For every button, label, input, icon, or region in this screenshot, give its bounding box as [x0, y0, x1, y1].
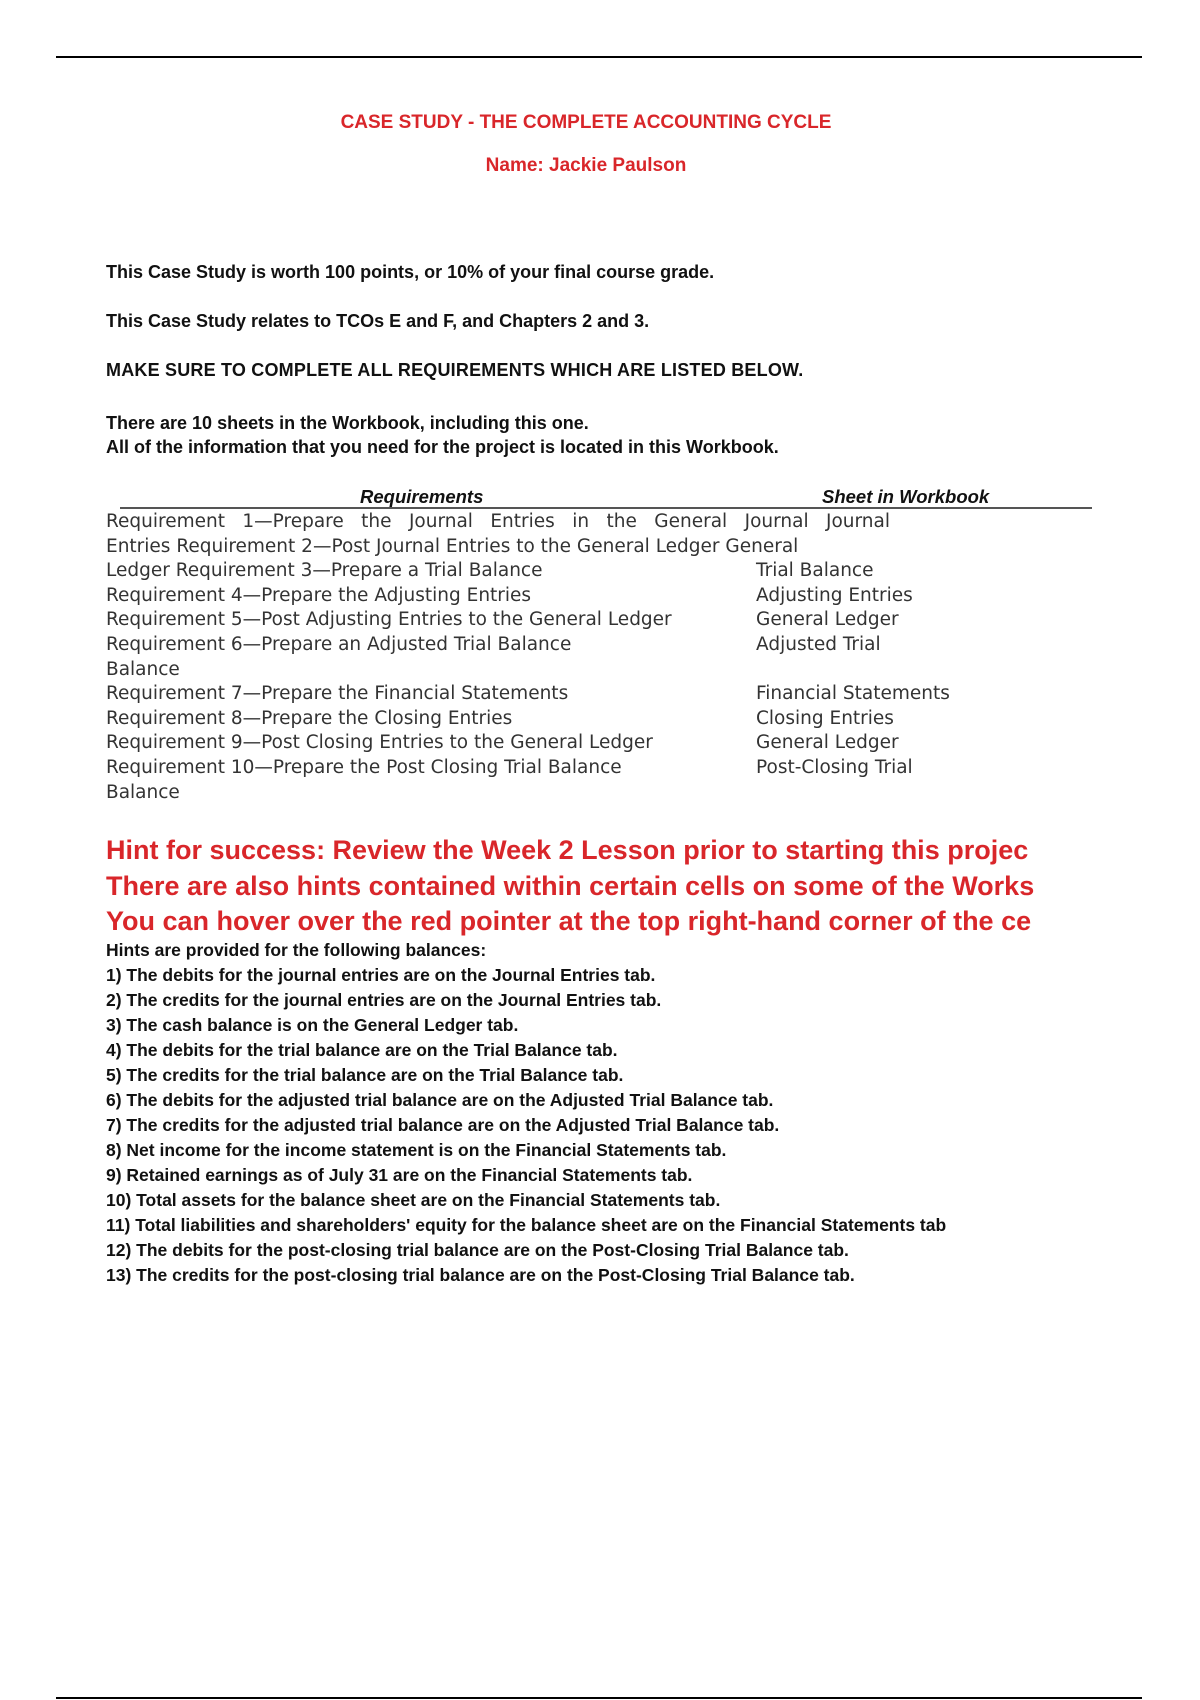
- requirement-text: Requirement 7—Prepare the Financial Statements: [106, 683, 569, 705]
- requirement-sheet: Adjusting Entries: [756, 584, 913, 606]
- list-item: [106, 756, 1106, 781]
- list-item: [106, 510, 1106, 535]
- intro-make-sure: MAKE SURE TO COMPLETE ALL REQUIREMENTS WHICH ARE LISTED BELOW.: [106, 360, 804, 380]
- list-item: [106, 584, 1106, 609]
- intro-worth: This Case Study is worth 100 points, or 10% of your final course grade.: [106, 262, 715, 282]
- requirement-text: Entries Requirement 2—Post Journal Entries to the General Ledger General: [106, 535, 799, 557]
- list-item: [106, 658, 1106, 683]
- requirement-sheet: Financial Statements: [756, 683, 950, 705]
- requirement-text: Requirement 6—Prepare an Adjusted Trial Balance: [106, 633, 572, 655]
- hint-item: 10) Total assets for the balance sheet are on the Financial Statements tab.: [106, 1190, 721, 1210]
- hint-item: 9) Retained earnings as of July 31 are on the Financial Statements tab.: [106, 1165, 693, 1185]
- requirement-sheet: General Ledger: [756, 732, 899, 754]
- list-item: [106, 535, 1106, 560]
- list-item: [106, 707, 1106, 732]
- list-item: [106, 682, 1106, 707]
- list-item: [106, 781, 1106, 806]
- hint-item: 8) Net income for the income statement is on the Financial Statements tab.: [106, 1140, 727, 1160]
- requirement-text: Requirement 1—Prepare the Journal Entries in the General Journal Journal: [106, 511, 890, 532]
- requirement-text: Balance: [106, 658, 180, 680]
- requirement-text: Requirement 4—Prepare the Adjusting Entries: [106, 584, 532, 606]
- hints-heading: Hints are provided for the following balances:: [106, 940, 487, 960]
- hint-item: 7) The credits for the adjusted trial balance are on the Adjusted Trial Balance tab.: [106, 1115, 780, 1135]
- hint-item: 6) The debits for the adjusted trial balance are on the Adjusted Trial Balance tab.: [106, 1090, 774, 1110]
- hints-list: [106, 938, 946, 1288]
- requirement-sheet: Closing Entries: [756, 707, 894, 729]
- requirement-text: Ledger Requirement 3—Prepare a Trial Balance: [106, 560, 543, 582]
- requirement-sheet: General Ledger: [756, 609, 899, 631]
- hint-banner: [106, 833, 1086, 940]
- requirements-list: [106, 510, 1106, 805]
- sheet-column-header: Sheet in Workbook: [822, 486, 990, 507]
- list-item: [106, 633, 1106, 658]
- intro-sheets: There are 10 sheets in the Workbook, including this one.: [106, 413, 589, 433]
- requirements-header-rule: [120, 507, 1092, 509]
- hint-item: 3) The cash balance is on the General Ledger tab.: [106, 1015, 519, 1035]
- top-rule: [56, 56, 1142, 58]
- requirement-text: Requirement 10—Prepare the Post Closing Trial Balance: [106, 756, 622, 778]
- page-title: CASE STUDY - THE COMPLETE ACCOUNTING CYCLE: [340, 112, 832, 133]
- requirement-text: Requirement 9—Post Closing Entries to the General Ledger: [106, 732, 653, 754]
- list-item: [106, 559, 1106, 584]
- hint-item: 13) The credits for the post-closing trial balance are on the Post-Closing Trial Balance tab.: [106, 1265, 855, 1285]
- hint-item: 5) The credits for the trial balance are on the Trial Balance tab.: [106, 1065, 624, 1085]
- requirement-text: Requirement 8—Prepare the Closing Entries: [106, 707, 513, 729]
- requirement-sheet: Trial Balance: [756, 560, 874, 582]
- hint-item: 4) The debits for the trial balance are on the Trial Balance tab.: [106, 1040, 618, 1060]
- intro-workbook: [106, 411, 779, 459]
- hint-banner-line: You can hover over the red pointer at the top right-hand corner of the ce: [106, 906, 1032, 936]
- requirements-column-header: Requirements: [360, 486, 484, 507]
- hint-item: 2) The credits for the journal entries are on the Journal Entries tab.: [106, 990, 662, 1010]
- hint-banner-line: Hint for success: Review the Week 2 Lesson prior to starting this projec: [106, 835, 1029, 865]
- list-item: [106, 608, 1106, 633]
- student-name: Name: Jackie Paulson: [485, 155, 687, 176]
- list-item: [106, 731, 1106, 756]
- hint-item: 11) Total liabilities and shareholders' equity for the balance sheet are on the Financial Statements tab: [106, 1215, 947, 1235]
- requirement-text: Requirement 5—Post Adjusting Entries to the General Ledger: [106, 609, 672, 631]
- intro-info: All of the information that you need for the project is located in this Workbook.: [106, 437, 779, 457]
- bottom-rule: [56, 1697, 1142, 1699]
- requirement-sheet: Adjusted Trial: [756, 633, 881, 655]
- hint-item: 12) The debits for the post-closing trial balance are on the Post-Closing Trial Balance tab.: [106, 1240, 849, 1260]
- requirement-sheet: Post-Closing Trial: [756, 756, 913, 778]
- hint-item: 1) The debits for the journal entries are on the Journal Entries tab.: [106, 965, 656, 985]
- requirement-text: Balance: [106, 781, 180, 803]
- intro-relates: This Case Study relates to TCOs E and F, and Chapters 2 and 3.: [106, 311, 650, 331]
- hint-banner-line: There are also hints contained within certain cells on some of the Works: [106, 870, 1035, 901]
